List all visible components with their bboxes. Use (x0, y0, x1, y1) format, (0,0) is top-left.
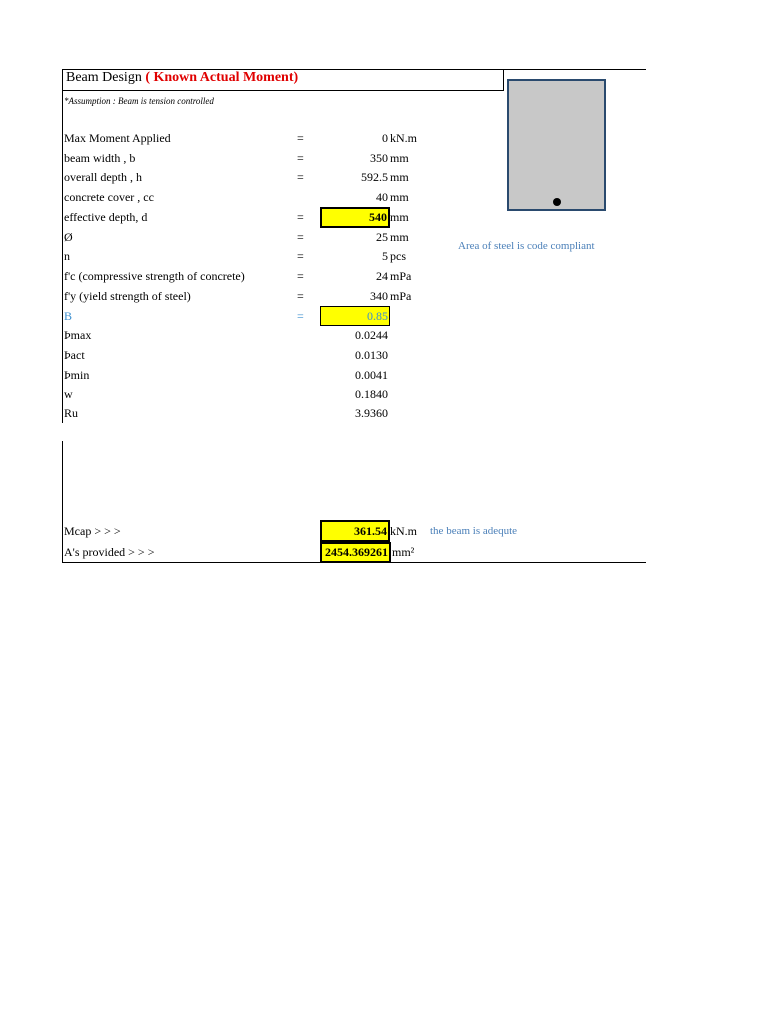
mcap-cell[interactable]: 361.54 (320, 520, 390, 542)
row-value[interactable]: 25 (376, 230, 388, 244)
title-right-border (503, 69, 504, 91)
row-value[interactable]: 350 (370, 151, 388, 165)
row-unit: mm (390, 170, 409, 184)
row-label: n (64, 249, 70, 263)
as-label: A's provided > > > (64, 545, 155, 559)
row-bar-count (64, 247, 444, 266)
row-equals: = (297, 131, 304, 145)
row-rho-min (64, 366, 444, 385)
row-value[interactable]: 3.9360 (355, 406, 388, 420)
row-value[interactable]: 0.1840 (355, 387, 388, 401)
row-unit: kN.m (390, 131, 417, 145)
row-label: effective depth, d (64, 210, 148, 224)
rebar-dot-icon (553, 198, 561, 206)
as-unit: mm² (392, 545, 415, 559)
row-value[interactable]: 340 (370, 289, 388, 303)
row-equals: = (297, 309, 304, 323)
row-value[interactable]: 5 (382, 249, 388, 263)
row-value[interactable]: 0.0130 (355, 348, 388, 362)
left-border-line-lower (62, 441, 63, 563)
row-equals: = (297, 249, 304, 263)
row-label: B (64, 309, 73, 323)
row-equals: = (297, 210, 304, 224)
row-beam-width (64, 149, 444, 168)
mcap-label: Mcap > > > (64, 524, 121, 538)
row-label: f'y (yield strength of steel) (64, 289, 191, 303)
steel-compliance-note: Area of steel is code compliant (458, 240, 595, 252)
row-label: Max Moment Applied (64, 131, 171, 145)
beam-section-diagram (507, 79, 606, 211)
row-rho-max (64, 326, 444, 345)
row-value[interactable]: 40 (376, 190, 388, 204)
row-unit: mm (390, 190, 409, 204)
title-highlight: ( Known Actual Moment) (145, 70, 299, 85)
row-label: concrete cover , cc (64, 190, 154, 204)
row-unit: mm (390, 151, 409, 165)
row-label: Ru (64, 406, 79, 420)
row-overall-depth (64, 168, 444, 187)
row-label: w (64, 387, 73, 401)
row-label: Þmax (64, 328, 92, 342)
row-equals: = (297, 269, 304, 283)
sheet-title (66, 70, 298, 86)
assumption-note: *Assumption : Beam is tension controlled (64, 96, 214, 106)
as-provided-cell[interactable]: 2454.369261 (320, 542, 391, 563)
title-underline (62, 90, 504, 91)
beta-cell[interactable]: 0.85 (320, 306, 390, 326)
row-concrete-cover (64, 188, 444, 207)
row-unit: pcs (390, 249, 406, 263)
row-value[interactable]: 0 (382, 131, 388, 145)
row-equals: = (297, 151, 304, 165)
row-value[interactable]: 592.5 (361, 170, 388, 184)
title-main: Beam Design (66, 70, 142, 85)
row-bar-diameter (64, 228, 444, 247)
row-equals: = (297, 170, 304, 184)
row-rho-act (64, 346, 444, 365)
row-value[interactable]: 0.0041 (355, 368, 388, 382)
row-fc (64, 267, 444, 286)
mcap-unit: kN.m (390, 524, 417, 538)
effective-depth-cell[interactable]: 540 (320, 207, 390, 228)
row-unit: mm (390, 230, 409, 244)
row-label: Ø (64, 230, 73, 244)
row-label: beam width , b (64, 151, 136, 165)
beam-adequacy-note: the beam is adequte (430, 525, 518, 537)
left-border-line (62, 69, 63, 423)
row-label: Þact (64, 348, 85, 362)
row-label: Þmin (64, 368, 90, 382)
row-unit: mm (390, 210, 409, 224)
row-value[interactable]: 0.0244 (355, 328, 388, 342)
row-max-moment (64, 129, 444, 148)
row-fy (64, 287, 444, 306)
row-unit: mPa (390, 269, 412, 283)
row-unit: mPa (390, 289, 412, 303)
row-ru (64, 404, 444, 423)
row-value[interactable]: 24 (376, 269, 388, 283)
row-label: overall depth , h (64, 170, 142, 184)
row-label: f'c (compressive strength of concrete) (64, 269, 245, 283)
row-equals: = (297, 289, 304, 303)
row-equals: = (297, 230, 304, 244)
row-w (64, 385, 444, 404)
